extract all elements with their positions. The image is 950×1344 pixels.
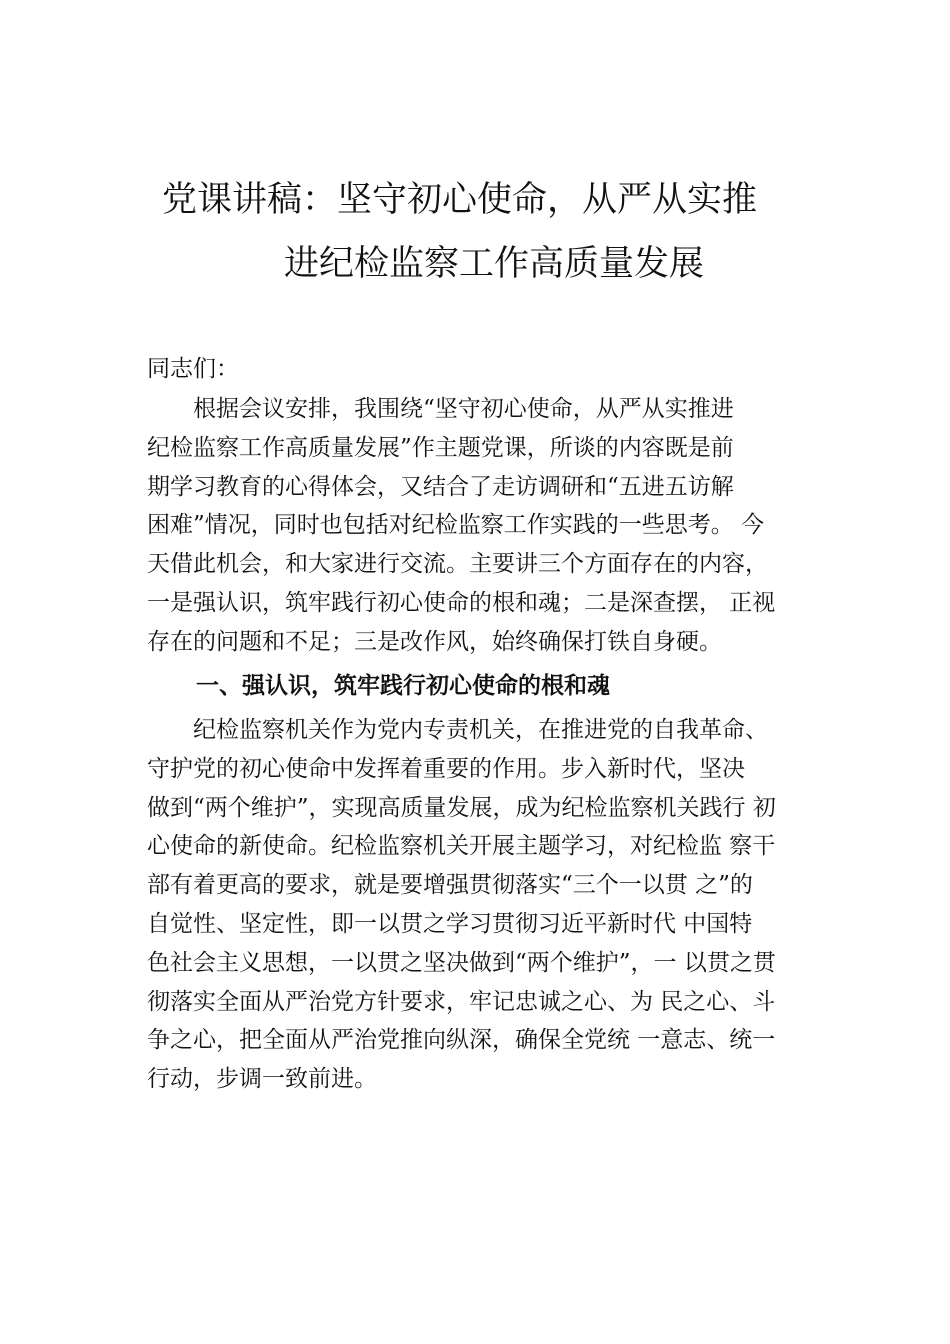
paragraph-line: 守护党的初心使命中发挥着重要的作用。步入新时代，坚决 (147, 755, 745, 782)
paragraph-line: 纪检监察机关作为党内专责机关，在推进党的自我革命、 (147, 717, 768, 743)
paragraph-line: 纪检监察工作高质量发展”作主题党课，所谈的内容既是前 (147, 434, 734, 461)
paragraph-2 (147, 711, 827, 1099)
paragraph-line: 彻落实全面从严治党方针要求，牢记忠诚之心、为 民之心、斗 (147, 988, 776, 1015)
paragraph-line: 天借此机会，和大家进行交流。主要讲三个方面存在的内容， (147, 551, 768, 578)
paragraph-line: 存在的问题和不足；三是改作风，始终确保打铁自身硬。 (147, 628, 722, 655)
salutation: 同志们： (147, 356, 239, 382)
paragraph-line: 部有着更高的要求，就是要增强贯彻落实“三个一以贯 之”的 (147, 872, 753, 899)
paragraph-line: 心使命的新使命。纪检监察机关开展主题学习，对纪检监 察干 (147, 833, 776, 860)
paragraph-line: 色社会主义思想，一以贯之坚决做到“两个维护”，一 以贯之贯 (147, 949, 776, 976)
document-title-line-1: 党课讲稿：坚守初心使命，从严从实推 (162, 180, 758, 220)
paragraph-line: 困难”情况，同时也包括对纪检监察工作实践的一些思考。 今 (147, 512, 765, 539)
paragraph-line: 根据会议安排，我围绕“坚守初心使命，从严从实推进 (147, 396, 734, 422)
paragraph-line: 做到“两个维护”，实现高质量发展，成为纪检监察机关践行 初 (147, 794, 776, 821)
document-title-line-2: 进纪检监察工作高质量发展 (284, 244, 705, 284)
paragraph-line: 一是强认识，筑牢践行初心使命的根和魂；二是深查摆， 正视 (147, 589, 776, 616)
paragraph-line: 期学习教育的心得体会，又结合了走访调研和“五进五访解 (147, 473, 734, 500)
paragraph-1 (147, 390, 827, 662)
paragraph-line: 行动，步调一致前进。 (147, 1066, 377, 1093)
paragraph-line: 争之心，把全面从严治党推向纵深，确保全党统 一意志、统一 (147, 1027, 776, 1054)
section-heading-1: 一、强认识，筑牢践行初心使命的根和魂 (196, 673, 610, 699)
paragraph-line: 自觉性、坚定性，即一以贯之学习贯彻习近平新时代 中国特 (147, 910, 753, 937)
